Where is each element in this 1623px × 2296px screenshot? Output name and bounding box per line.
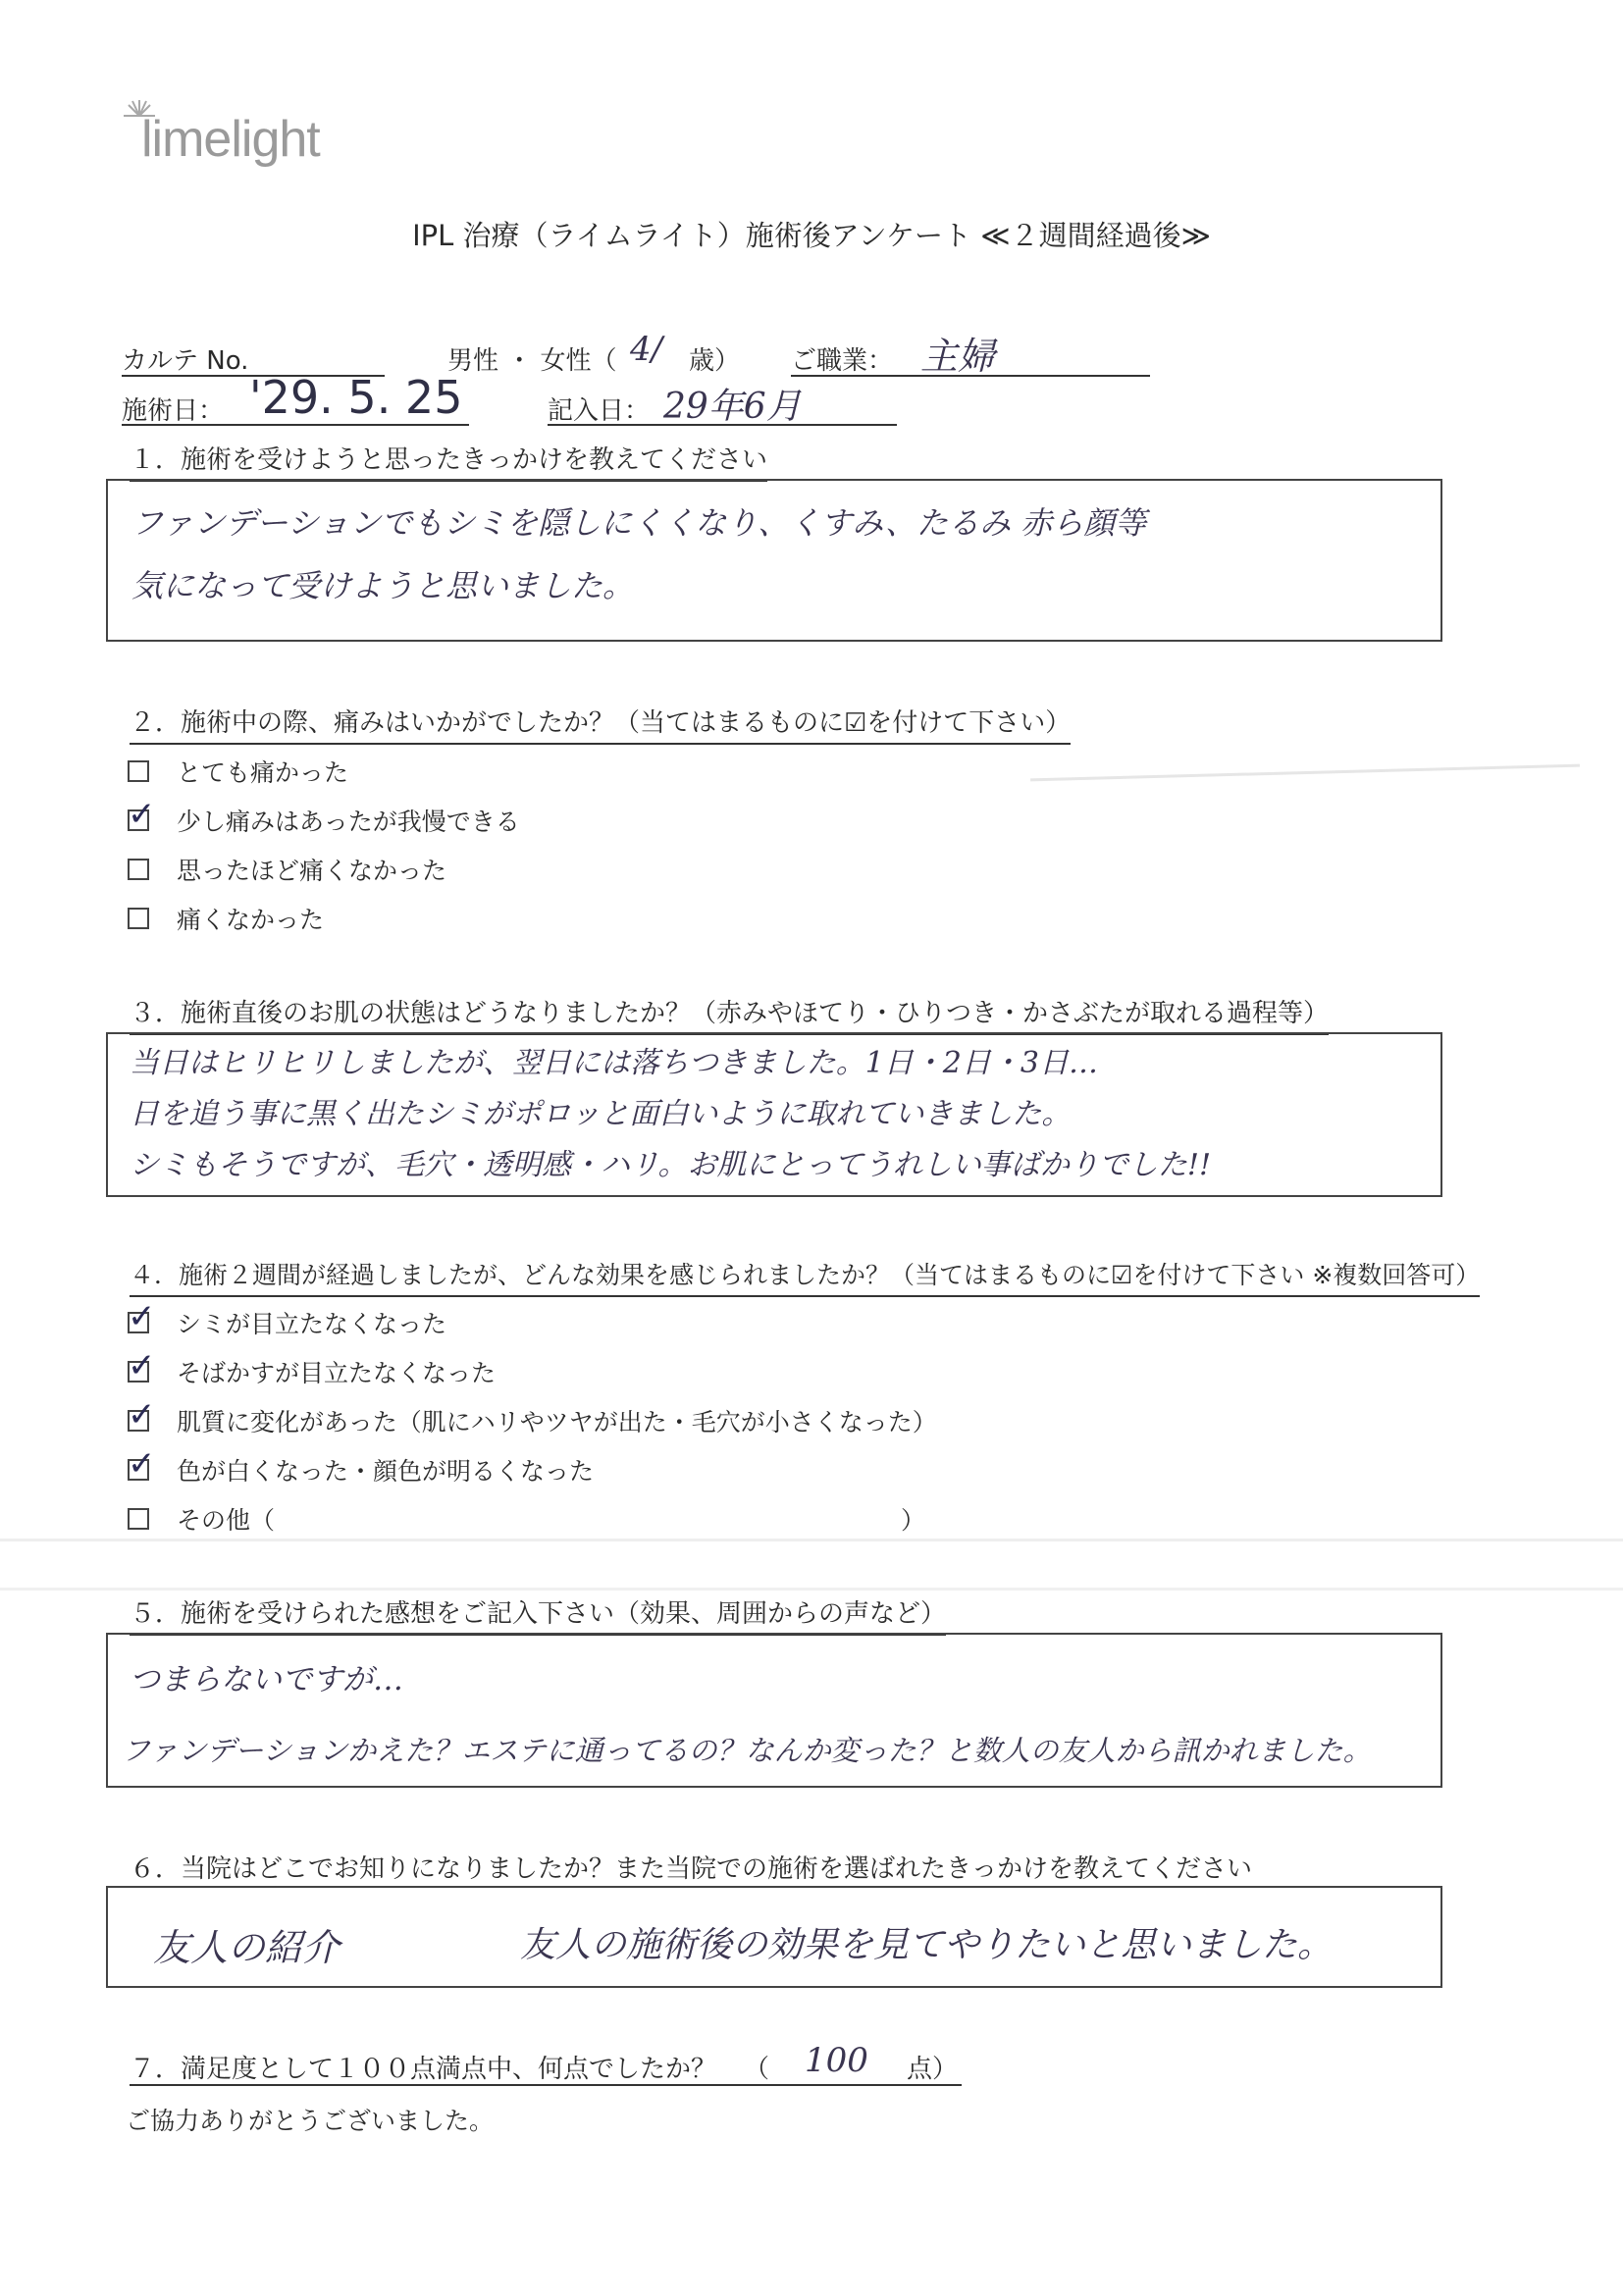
page-title: IPL 治療（ライムライト）施術後アンケート ≪２週間経過後≫ [412,219,1211,252]
paper-crease [0,1539,1623,1541]
age-unit: 歳） [689,346,741,376]
job-field-line [791,375,1150,377]
entry-date-value: 29年6月 [663,387,802,427]
answer-3-line: シミもそうですが、毛穴・透明感・ハリ。お肌にとってうれしい事ばかりでした!! [130,1148,1212,1182]
answer-1-line: 気になって受けようと思いました。 [131,567,635,604]
closing-text: ご協力ありがとうございました。 [126,2107,495,2135]
entry-date-label: 記入日： [548,396,651,426]
q4-option[interactable] [128,1346,497,1389]
q2-option[interactable] [128,795,520,838]
q4-option[interactable] [128,1297,447,1340]
gender-label: 男性 ・ 女性（ [447,346,617,376]
treat-date-value: '29. 5. 25 [249,371,463,424]
checkmark-icon: ✓ [128,1395,156,1435]
q2-option-label: 思ったほど痛くなかった [177,857,447,885]
q4-option-label: そばかすが目立たなくなった [177,1359,497,1387]
q4-option[interactable] [128,1395,937,1438]
logo-text: limelight [141,111,320,168]
question-4: ４．施術２週間が経過しましたが、どんな効果を感じられましたか？（当てはまるものに☑を付けて下さい ※複数回答可） [130,1256,1480,1297]
score-open-paren: （ [744,2055,770,2084]
answer-5-line: つまらないですが… [130,1662,403,1697]
checkbox-icon[interactable] [128,1444,156,1484]
q2-option[interactable] [128,852,446,887]
q4-option-label: シミが目立たなくなった [177,1310,447,1338]
answer-3-line: 当日はヒリヒリしましたが、翌日には落ちつきました。1日・2日・3日… [130,1046,1098,1080]
answer-1-line: ファンデーションでもシミを隠しにくくなり、くすみ、たるみ 赤ら顔等 [131,504,1147,542]
entry-date-line [548,424,897,426]
paper-crease [0,1588,1623,1591]
question-3: ３．施術直後のお肌の状態はどうなりましたか？（赤みやほてり・ひりつき・かさぶたが取れる過程等） [130,993,1329,1035]
checkbox-icon[interactable] [128,1346,156,1385]
checkbox-icon[interactable] [128,1395,156,1435]
question-1: １．施術を受けようと思ったきっかけを教えてください [130,440,767,482]
checkbox-icon[interactable] [128,859,149,880]
q2-option[interactable] [128,901,324,936]
checkbox-icon[interactable] [128,908,149,929]
answer-box-1 [106,479,1442,642]
paper-crease [1030,764,1580,782]
treat-date-label: 施術日： [122,396,225,426]
answer-box-6 [106,1886,1442,1988]
q4-option[interactable] [128,1501,275,1537]
karte-label: カルテ No. [122,346,249,376]
answer-box-5 [106,1633,1442,1788]
answer-5-line: ファンデーションかえた？エステに通ってるの？なんか変った？と数人の友人から訊かれました。 [122,1734,1372,1767]
q2-option-label: とても痛かった [177,758,349,787]
question-7: ７．満足度として１００点満点中、何点でしたか？ [130,2055,717,2084]
checkmark-icon: ✓ [128,1297,156,1336]
job-label: ご職業： [791,346,894,376]
q4-option[interactable] [128,1444,595,1487]
checkbox-icon[interactable] [128,1297,156,1336]
answer-3-line: 日を追う事に黒く出たシミがポロッと面白いように取れていきました。 [130,1097,1072,1131]
q4-other-close: ） [901,1506,926,1535]
answer-6-left: 友人の紹介 [153,1926,340,1969]
age-value: 4/ [630,330,663,369]
checkmark-icon: ✓ [128,795,156,834]
q4-option-label: その他（ [177,1506,276,1535]
checkbox-icon[interactable] [128,1508,149,1530]
q2-option-label: 少し痛みはあったが我慢できる [177,808,520,836]
checkmark-icon: ✓ [128,1346,156,1385]
answer-6-right: 友人の施術後の効果を見てやりたいと思いました。 [520,1925,1334,1965]
answer-box-3 [106,1032,1442,1197]
q2-option-label: 痛くなかった [177,906,325,934]
logo [120,96,355,175]
q4-option-label: 色が白くなった・顔色が明るくなった [177,1457,595,1486]
checkbox-icon[interactable] [128,760,149,782]
q2-option[interactable] [128,754,348,789]
question-6: ６．当院はどこでお知りになりましたか？また当院での施術を選ばれたきっかけを教えてください [130,1854,1253,1884]
treat-date-line [122,424,469,426]
checkmark-icon: ✓ [128,1444,156,1484]
score-unit: 点） [907,2055,959,2084]
question-5: ５．施術を受けられた感想をご記入下さい（効果、周囲からの声など） [130,1593,946,1636]
score-value: 100 [805,2041,868,2080]
question-2: ２．施術中の際、痛みはいかがでしたか？（当てはまるものに☑を付けて下さい） [130,703,1071,745]
q4-option-label: 肌質に変化があった（肌にハリやツヤが出た・毛穴が小さくなった） [177,1408,937,1436]
job-value: 主婦 [920,335,996,378]
checkbox-icon[interactable] [128,795,156,834]
question-7-underline [130,2084,962,2086]
